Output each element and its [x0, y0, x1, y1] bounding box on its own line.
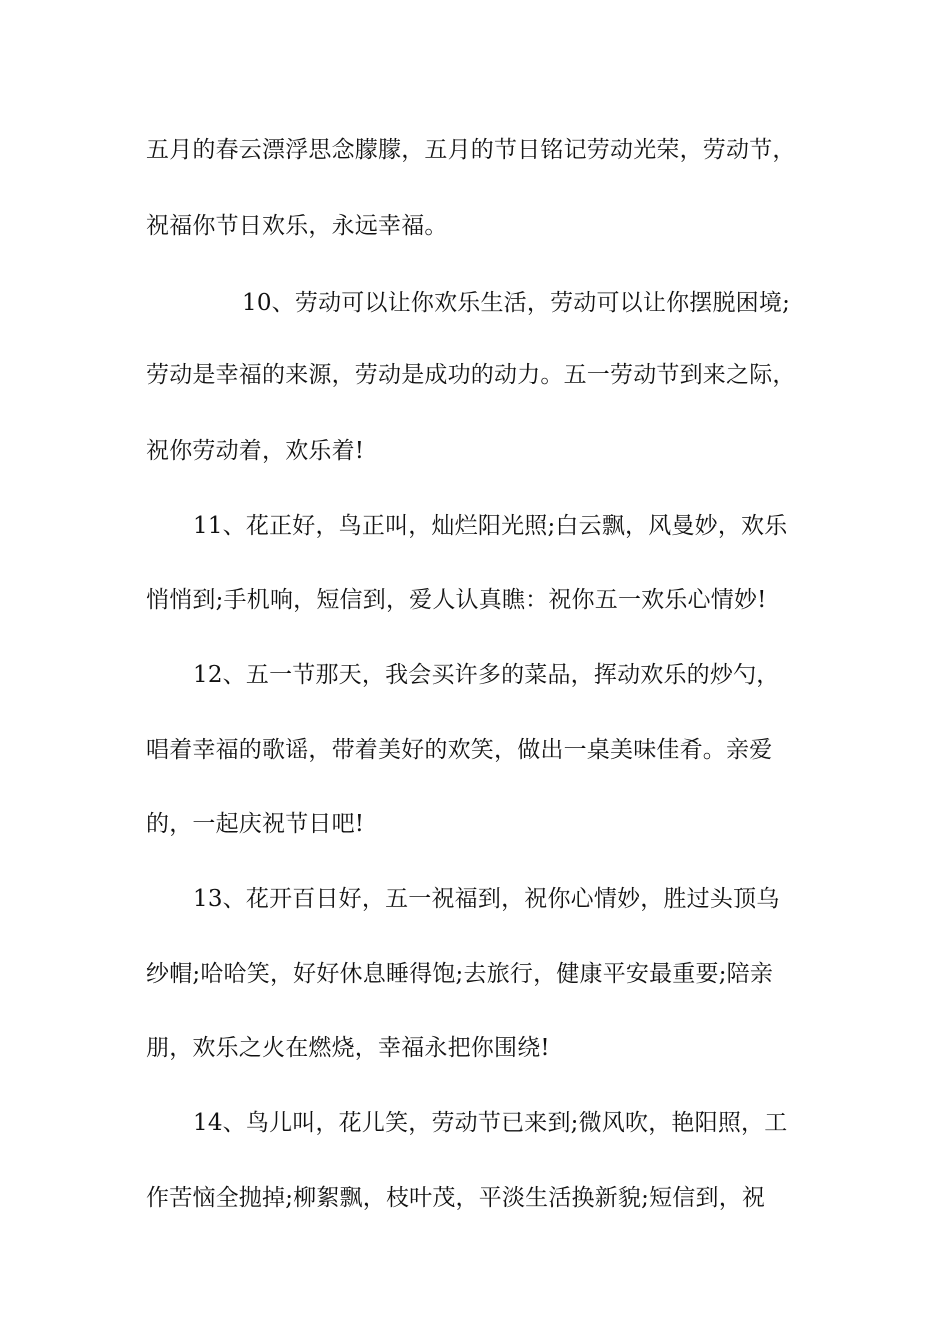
text-line: 祝福你节日欢乐，永远幸福。 [146, 213, 448, 239]
text-line: 悄悄到;手机响，短信到，爱人认真瞧：祝你五一欢乐心情妙! [146, 587, 767, 613]
text-line: 10、劳动可以让你欢乐生活，劳动可以让你摆脱困境; [242, 290, 791, 316]
text-line: 的，一起庆祝节日吧! [146, 811, 365, 837]
text-line: 唱着幸福的歌谣，带着美好的欢笑，做出一桌美味佳肴。亲爱 [146, 737, 773, 763]
text-line: 12、五一节那天，我会买许多的菜品，挥动欢乐的炒勺， [193, 662, 780, 688]
text-line: 作苦恼全抛掉;柳絮飘，枝叶茂，平淡生活换新貌;短信到，祝 [146, 1185, 766, 1211]
text-line: 劳动是幸福的来源，劳动是成功的动力。五一劳动节到来之际， [146, 362, 796, 388]
text-line: 纱帽;哈哈笑，好好休息睡得饱;去旅行，健康平安最重要;陪亲 [146, 961, 774, 987]
text-line: 祝你劳动着，欢乐着! [146, 438, 365, 464]
text-line: 14、鸟儿叫，花儿笑，劳动节已来到;微风吹，艳阳照，工 [193, 1110, 788, 1136]
text-line: 11、花正好，鸟正叫，灿烂阳光照;白云飘，风曼妙，欢乐 [193, 513, 788, 539]
text-line: 13、花开百日好，五一祝福到，祝你心情妙，胜过头顶乌 [193, 886, 780, 912]
text-line: 朋，欢乐之火在燃烧，幸福永把你围绕! [146, 1035, 550, 1061]
text-line: 五月的春云漂浮思念朦朦，五月的节日铭记劳动光荣，劳动节， [146, 137, 796, 163]
